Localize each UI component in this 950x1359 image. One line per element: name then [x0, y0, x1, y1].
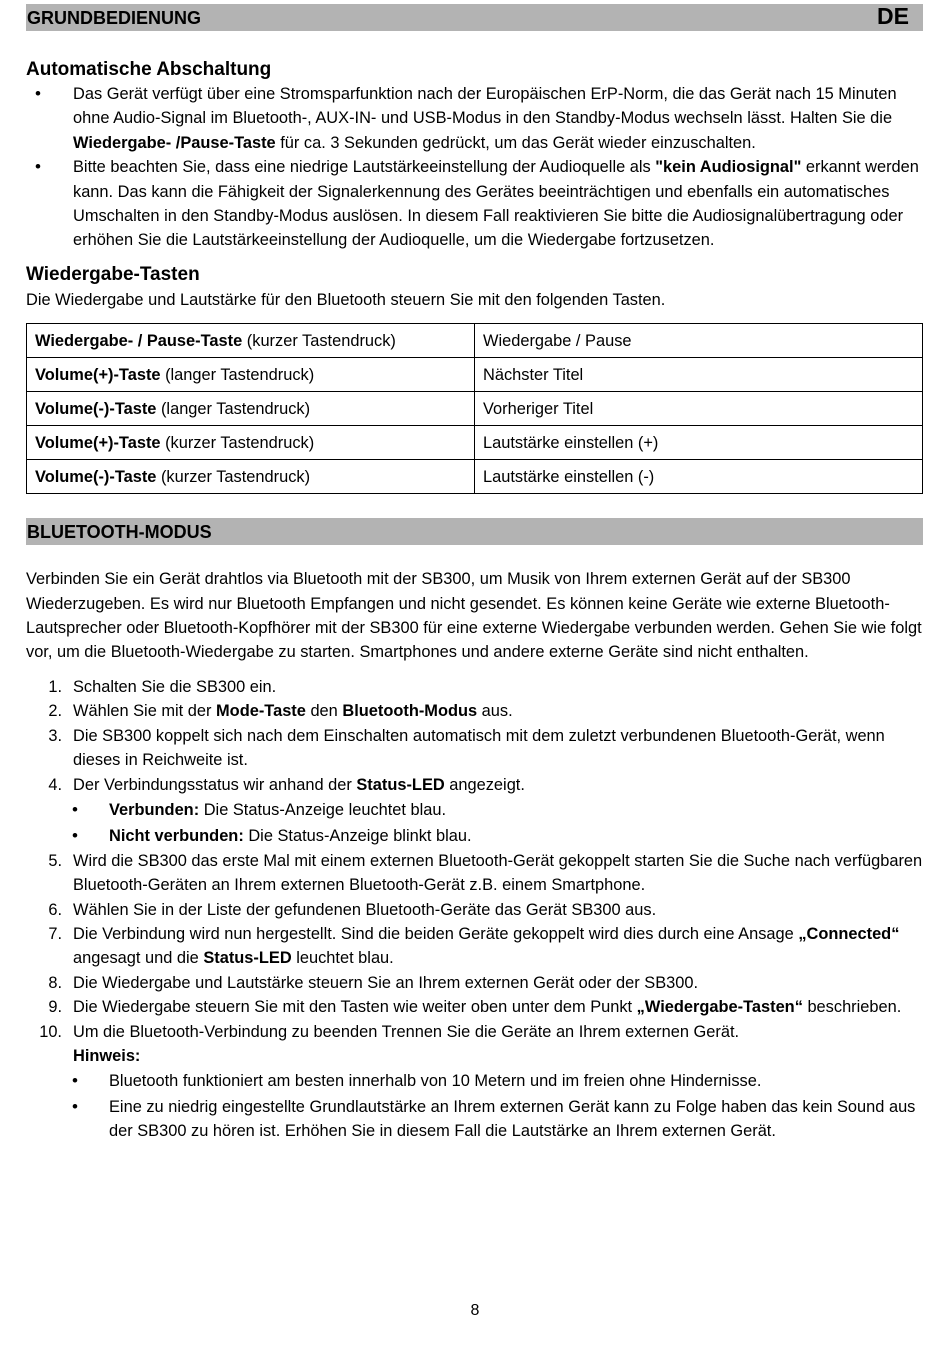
auto-off-heading: Automatische Abschaltung: [26, 59, 272, 80]
table-row: [27, 324, 923, 358]
key-cell: Wiedergabe- / Pause-Taste (kurzer Tastendruck): [27, 324, 475, 358]
list-item: 5. Wird die SB300 das erste Mal mit einem externen Bluetooth-Gerät gekoppelt starten Sie die Suche nach verfügbaren Bluetooth-Geräten an Ihrem externen Bluetooth-Gerät z.B. einem Smartphone.: [48, 851, 923, 895]
document-page: [26, 0, 923, 1144]
list-item: • Eine zu niedrig eingestellte Grundlautstärke an Ihrem externen Gerät kann zu Folge haben das kein Sound aus der SB300 zu hören ist. Erhöhen Sie in diesem Fall die Lautstärke an Ihrem externen Gerät.: [26, 1095, 923, 1144]
section-title: BLUETOOTH-MODUS: [27, 522, 212, 543]
list-item: 7. Die Verbindung wird nun hergestellt. Sind die beiden Geräte gekoppelt wird dies durch eine Ansage „Connected“ angesagt und die Status-LED leuchtet blau.: [48, 924, 900, 968]
playback-keys-table: [26, 323, 923, 494]
key-cell: Volume(-)-Taste (langer Tastendruck): [27, 392, 475, 426]
list-item: 1. Schalten Sie die SB300 ein.: [48, 677, 277, 696]
list-item: 4. Der Verbindungsstatus wir anhand der Status-LED angezeigt.: [48, 775, 525, 794]
list-item: • Verbunden: Die Status-Anzeige leuchtet blau.: [26, 798, 923, 822]
page-number: 8: [470, 1302, 480, 1319]
auto-off-list: [26, 82, 923, 253]
action-cell: Vorheriger Titel: [475, 392, 923, 426]
list-item: • Nicht verbunden: Die Status-Anzeige blinkt blau.: [26, 824, 923, 848]
playback-intro: Die Wiedergabe und Lautstärke für den Bluetooth steuern Sie mit den folgenden Tasten.: [26, 290, 666, 309]
list-item: 10. Um die Bluetooth-Verbindung zu beenden Trennen Sie die Geräte an Ihrem externen Gerät. Hinweis:: [39, 1022, 740, 1065]
section-title: GRUNDBEDIENUNG: [27, 8, 202, 28]
key-cell: Volume(-)-Taste (kurzer Tastendruck): [27, 460, 475, 494]
action-cell: Lautstärke einstellen (-): [475, 460, 923, 494]
list-item: 9. Die Wiedergabe steuern Sie mit den Tasten wie weiter oben unter dem Punkt „Wiedergabe-Tasten“ beschrieben.: [48, 998, 902, 1017]
list-item: • Bluetooth funktioniert am besten innerhalb von 10 Metern und im freien ohne Hindernisse.: [26, 1069, 923, 1093]
key-cell: Volume(+)-Taste (langer Tastendruck): [27, 358, 475, 392]
list-item: 6. Wählen Sie in der Liste der gefundenen Bluetooth-Geräte das Gerät SB300 aus.: [48, 900, 657, 919]
hint-label: Hinweis:: [73, 1046, 141, 1065]
section-header-grundbedienung: [26, 4, 923, 31]
table-row: [27, 392, 923, 426]
list-item: 3. Die SB300 koppelt sich nach dem Einschalten automatisch mit dem zuletzt verbundenen Bluetooth-Gerät, wenn dieses in Reichweite ist.: [48, 726, 885, 770]
bluetooth-steps: [26, 675, 923, 797]
action-cell: Nächster Titel: [475, 358, 923, 392]
table-row: [27, 460, 923, 494]
bluetooth-intro: Verbinden Sie ein Gerät drahtlos via Bluetooth mit der SB300, um Musik von Ihrem externen Gerät auf der SB300 Wiederzugeben. Es wird nur Bluetooth Empfangen und nicht gesendet. Es können keine Geräte wie externe Bluetooth-Lautsprecher oder Bluetooth-Kopfhörer mit der SB300 für eine externe Wiedergabe verbunden werden. Gehen Sie wie folgt vor, um die Bluetooth-Wiedergabe zu starten. Smartphones und andere externe Geräte sind nicht enthalten.: [26, 570, 922, 662]
list-item: 2. Wählen Sie mit der Mode-Taste den Bluetooth-Modus aus.: [48, 702, 513, 721]
action-cell: Wiedergabe / Pause: [475, 324, 923, 358]
playback-heading: Wiedergabe-Tasten: [26, 263, 200, 285]
table-row: [27, 426, 923, 460]
list-item: • Bitte beachten Sie, dass eine niedrige Lautstärkeeinstellung der Audioquelle als "kein Audiosignal" erkannt werden kann. Das kann die Fähigkeit der Signalerkennung des Gerätes beeinträchtigen und ebenfalls ein automatisches Umschalten in den Standby-Modus auslösen. In diesem Fall reaktivieren Sie bitte die Audiosignalübertragung oder erhöhen Sie die Lautstärkeeinstellung der Audioquelle, um die Wiedergabe fortzusetzen.: [26, 155, 923, 253]
bluetooth-steps-continued: [26, 849, 923, 1069]
list-item: 8. Die Wiedergabe und Lautstärke steuern Sie an Ihrem externen Gerät oder der SB300.: [48, 973, 699, 992]
action-cell: Lautstärke einstellen (+): [475, 426, 923, 460]
section-header-bluetooth: [26, 518, 923, 545]
list-item: • Das Gerät verfügt über eine Stromsparfunktion nach der Europäischen ErP-Norm, die das Gerät nach 15 Minuten ohne Audio-Signal im Bluetooth-, AUX-IN- und USB-Modus in den Standby-Modus wechseln lässt. Halten Sie die Wiedergabe- /Pause-Taste für ca. 3 Sekunden gedrückt, um das Gerät wieder einzuschalten.: [26, 82, 923, 155]
table-row: [27, 358, 923, 392]
key-cell: Volume(+)-Taste (kurzer Tastendruck): [27, 426, 475, 460]
hint-list: [26, 1069, 923, 1143]
status-led-list: [26, 798, 923, 849]
language-badge: DE: [877, 3, 909, 29]
